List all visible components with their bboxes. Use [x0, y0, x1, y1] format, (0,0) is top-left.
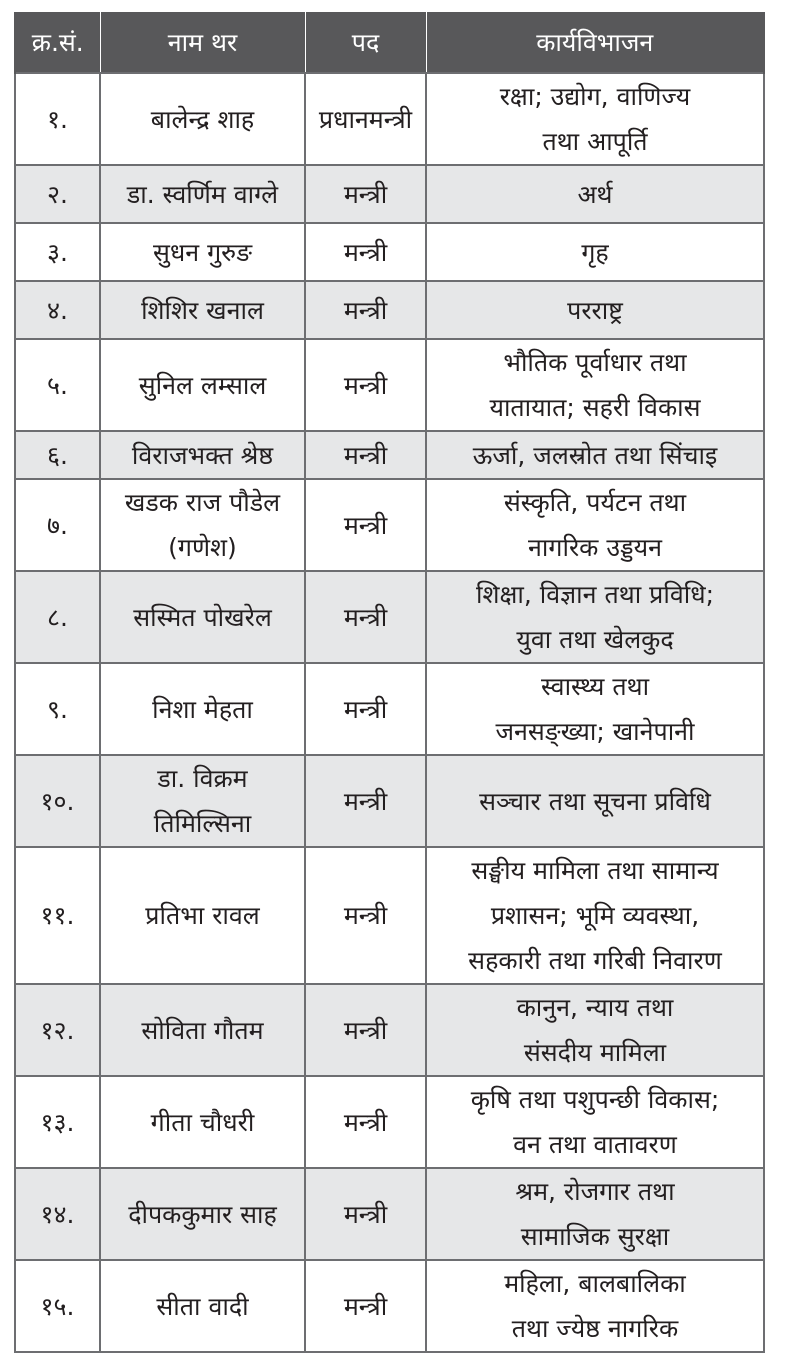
name-line: विराजभक्त श्रेष्ठ: [131, 440, 274, 470]
name-line: सीता वादी: [156, 1291, 249, 1321]
portfolio-line: रक्षा; उद्योग, वाणिज्य: [499, 82, 691, 111]
post-cell: मन्त्री: [305, 223, 426, 281]
portfolio-cell: [426, 431, 764, 479]
portfolio-line: महिला, बालबालिका: [504, 1269, 686, 1298]
table-row: [15, 1168, 764, 1260]
post-cell: मन्त्री: [305, 479, 426, 571]
name-line: सस्मित पोखरेल: [133, 602, 272, 632]
post-cell: मन्त्री: [305, 847, 426, 984]
name-line: डा. स्वर्णिम वाग्ले: [126, 179, 279, 209]
header-row: [15, 12, 764, 73]
name-cell: [100, 847, 305, 984]
name-line: डा. विक्रम: [157, 764, 248, 793]
name-line: सुधन गुरुङ: [152, 237, 253, 267]
post-cell: मन्त्री: [305, 663, 426, 755]
table-row: [15, 73, 764, 165]
name-cell: [100, 984, 305, 1076]
name-cell: [100, 431, 305, 479]
portfolio-cell: [426, 73, 764, 165]
portfolio-line: भौतिक पूर्वाधार तथा: [503, 348, 687, 377]
name-line: गीता चौधरी: [150, 1107, 255, 1137]
serial-number-cell: ५.: [15, 339, 100, 431]
name-cell: [100, 223, 305, 281]
name-cell: [100, 339, 305, 431]
serial-number-cell: ९.: [15, 663, 100, 755]
name-line: (गणेश): [168, 533, 237, 562]
serial-number-cell: ८.: [15, 571, 100, 663]
portfolio-line: यातायात; सहरी विकास: [489, 393, 701, 422]
header-portfolio: कार्यविभाजन: [426, 12, 764, 73]
serial-number-cell: १५.: [15, 1260, 100, 1352]
portfolio-line: वन तथा वातावरण: [513, 1130, 677, 1159]
table-row: [15, 281, 764, 339]
serial-number-cell: ११.: [15, 847, 100, 984]
portfolio-line: ऊर्जा, जलस्रोत तथा सिंचाइ: [472, 440, 718, 470]
table-row: [15, 663, 764, 755]
post-cell: प्रधानमन्त्री: [305, 73, 426, 165]
portfolio-line: सञ्चार तथा सूचना प्रविधि: [479, 786, 711, 816]
name-line: सोविता गौतम: [141, 1015, 264, 1045]
portfolio-line: प्रशासन; भूमि व्यवस्था,: [490, 901, 700, 930]
serial-number-cell: १४.: [15, 1168, 100, 1260]
portfolio-cell: [426, 479, 764, 571]
name-cell: [100, 281, 305, 339]
post-cell: मन्त्री: [305, 1076, 426, 1168]
name-cell: [100, 755, 305, 847]
portfolio-line: नागरिक उड्डयन: [528, 533, 662, 562]
portfolio-cell: [426, 1168, 764, 1260]
serial-number-cell: ७.: [15, 479, 100, 571]
table-row: [15, 1260, 764, 1352]
name-cell: [100, 73, 305, 165]
portfolio-cell: [426, 1260, 764, 1352]
portfolio-line: शिक्षा, विज्ञान तथा प्रविधि;: [476, 580, 714, 609]
header-name: नाम थर: [100, 12, 305, 73]
name-line: निशा मेहता: [152, 694, 253, 724]
portfolio-line: युवा तथा खेलकुद: [516, 625, 674, 654]
serial-number-cell: २.: [15, 165, 100, 223]
name-cell: [100, 663, 305, 755]
portfolio-line: परराष्ट्र: [567, 295, 623, 325]
name-line: सुनिल लम्साल: [138, 370, 267, 400]
portfolio-line: स्वास्थ्य तथा: [540, 672, 650, 701]
name-cell: [100, 479, 305, 571]
portfolio-line: सामाजिक सुरक्षा: [520, 1222, 670, 1251]
portfolio-cell: [426, 571, 764, 663]
portfolio-line: सहकारी तथा गरिबी निवारण: [468, 946, 722, 975]
table-row: [15, 479, 764, 571]
portfolio-line: कृषि तथा पशुपन्छी विकास;: [470, 1085, 720, 1114]
portfolio-line: तथा ज्येष्ठ नागरिक: [511, 1314, 679, 1343]
post-cell: मन्त्री: [305, 281, 426, 339]
header-post: पद: [305, 12, 426, 73]
post-cell: मन्त्री: [305, 165, 426, 223]
portfolio-cell: [426, 847, 764, 984]
table-row: [15, 1076, 764, 1168]
serial-number-cell: १.: [15, 73, 100, 165]
serial-number-cell: १२.: [15, 984, 100, 1076]
post-cell: मन्त्री: [305, 1168, 426, 1260]
table-body: [15, 73, 764, 1352]
header-serial-number: क्र.सं.: [15, 12, 100, 73]
portfolio-cell: [426, 223, 764, 281]
portfolio-cell: [426, 165, 764, 223]
name-line: तिमिल्सिना: [153, 809, 252, 838]
table-row: [15, 339, 764, 431]
table-row: [15, 571, 764, 663]
portfolio-line: कानुन, न्याय तथा: [516, 993, 674, 1022]
portfolio-line: गृह: [581, 237, 609, 267]
portfolio-cell: [426, 984, 764, 1076]
serial-number-cell: १०.: [15, 755, 100, 847]
portfolio-cell: [426, 1076, 764, 1168]
table-row: [15, 431, 764, 479]
table-row: [15, 984, 764, 1076]
portfolio-line: तथा आपूर्ति: [542, 127, 648, 156]
name-line: शिशिर खनाल: [141, 295, 264, 325]
portfolio-line: श्रम, रोजगार तथा: [515, 1177, 675, 1206]
name-line: बालेन्द्र शाह: [150, 104, 255, 134]
portfolio-line: संसदीय मामिला: [523, 1038, 667, 1067]
post-cell: मन्त्री: [305, 1260, 426, 1352]
post-cell: मन्त्री: [305, 755, 426, 847]
post-cell: मन्त्री: [305, 984, 426, 1076]
serial-number-cell: ४.: [15, 281, 100, 339]
post-cell: मन्त्री: [305, 339, 426, 431]
cabinet-table: [14, 12, 765, 1353]
table-row: [15, 847, 764, 984]
name-cell: [100, 1260, 305, 1352]
name-cell: [100, 1168, 305, 1260]
post-cell: मन्त्री: [305, 431, 426, 479]
serial-number-cell: ३.: [15, 223, 100, 281]
name-line: खडक राज पौडेल: [124, 488, 281, 517]
portfolio-cell: [426, 281, 764, 339]
name-cell: [100, 1076, 305, 1168]
post-cell: मन्त्री: [305, 571, 426, 663]
table-header: [15, 12, 764, 73]
portfolio-line: सङ्घीय मामिला तथा सामान्य: [471, 856, 719, 885]
portfolio-line: अर्थ: [577, 179, 613, 209]
portfolio-cell: [426, 663, 764, 755]
serial-number-cell: १३.: [15, 1076, 100, 1168]
table-row: [15, 755, 764, 847]
name-cell: [100, 165, 305, 223]
portfolio-cell: [426, 755, 764, 847]
table-row: [15, 223, 764, 281]
portfolio-line: संस्कृति, पर्यटन तथा: [503, 488, 687, 517]
table-row: [15, 165, 764, 223]
name-line: प्रतिभा रावल: [145, 901, 260, 930]
portfolio-line: जनसङ्ख्या; खानेपानी: [495, 717, 695, 746]
portfolio-cell: [426, 339, 764, 431]
serial-number-cell: ६.: [15, 431, 100, 479]
name-cell: [100, 571, 305, 663]
name-line: दीपककुमार साह: [128, 1199, 277, 1229]
